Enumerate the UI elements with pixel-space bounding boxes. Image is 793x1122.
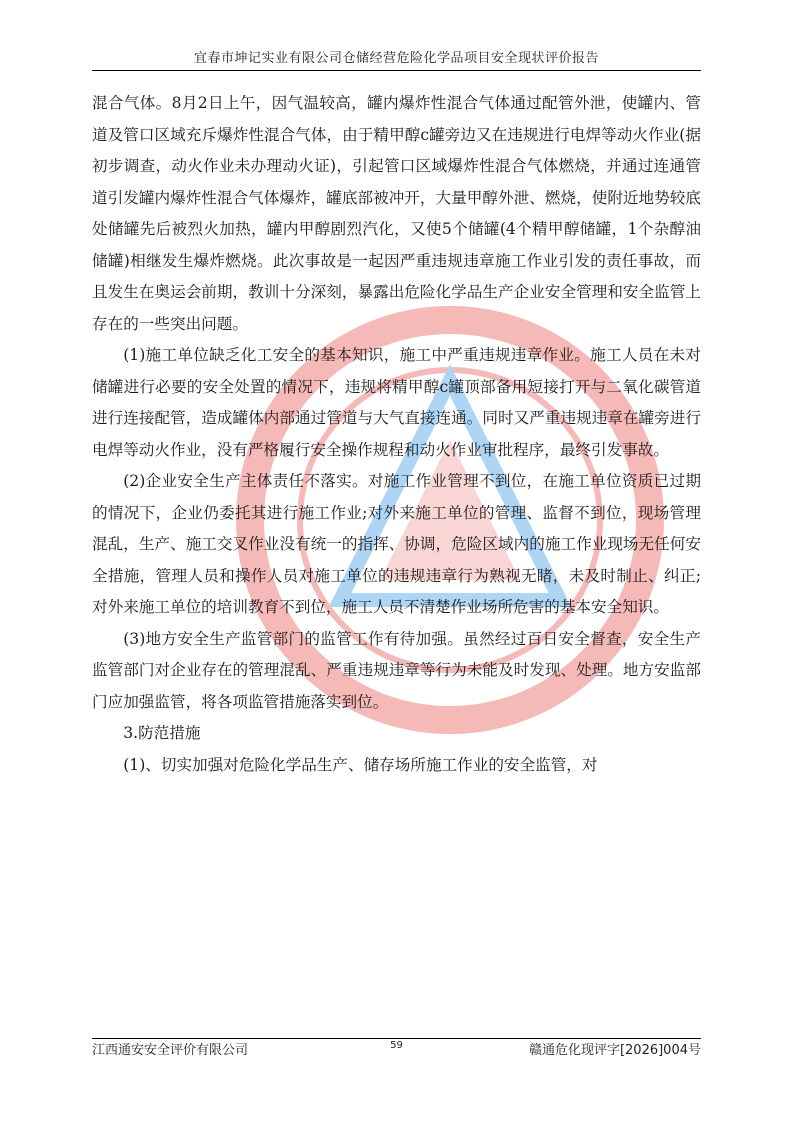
page-number: 59 (390, 1040, 403, 1051)
footer-company: 江西通安安全评价有限公司 (92, 1043, 249, 1058)
paragraph: 混合气体。8月2日上午，因气温较高，罐内爆炸性混合气体通过配管外泄，使罐内、管道及管口区域充斥爆炸性混合气体，由于精甲醇c罐旁边又在违规进行电焊等动火作业(据初步调查，动火作业未办理动火证)，引起管口区域爆炸性混合气体燃烧，并通过连通管道引发罐内爆炸性混合气体爆炸，罐底部被冲开，大量甲醇外泄、燃烧，使附近地势较底处储罐先后被烈火加热，罐内甲醇剧烈汽化，又使5个储罐(4个精甲醇储罐，1个杂醇油储罐)相继发生爆炸燃烧。此次事故是一起因严重违规违章施工作业引发的责任事故，而且发生在奥运会前期，教训十分深刻，暴露出危险化学品生产企业安全管理和安全监管上存在的一些突出问题。 (92, 94, 701, 333)
page-footer (92, 1038, 701, 1059)
section-heading: 3.防范措施 (123, 724, 201, 742)
header-title: 宜春市坤记实业有限公司仓储经营危险化学品项目安全现状评价报告 (193, 51, 599, 66)
paragraph: (3)地方安全生产监管部门的监管工作有待加强。虽然经过百日安全督查，安全生产监管部门对企业存在的管理混乱、严重违规违章等行为未能及时发现、处理。地方安监部门应加强监管，将各项监管措施落实到位。 (92, 629, 701, 711)
paragraph: (2)企业安全生产主体责任不落实。对施工作业管理不到位，在施工单位资质已过期的情况下，企业仍委托其进行施工作业;对外来施工单位的管理、监督不到位，现场管理混乱，生产、施工交叉作业没有统一的指挥、协调，危险区域内的施工作业现场无任何安全措施，管理人员和操作人员对施工单位的违规违章行为熟视无睹，未及时制止、纠正;对外来施工单位的培训教育不到位，施工人员不清楚作业场所危害的基本安全知识。 (92, 472, 701, 616)
document-body (92, 88, 701, 781)
paragraph: (1)、切实加强对危险化学品生产、储存场所施工作业的安全监管，对 (123, 755, 598, 774)
page-header (92, 48, 701, 71)
paragraph: (1)施工单位缺乏化工安全的基本知识，施工中严重违规违章作业。施工人员在未对储罐进行必要的安全处置的情况下，违规将精甲醇c罐顶部备用短接打开与二氧化碳管道进行连接配管，造成罐体内部通过管道与大气直接连通。同时又严重违规违章在罐旁进行电焊等动火作业，没有严格履行安全操作规程和动火作业审批程序，最终引发事故。 (92, 346, 701, 459)
footer-report-number: 赣通危化现评字[2026]004号 (528, 1043, 701, 1058)
